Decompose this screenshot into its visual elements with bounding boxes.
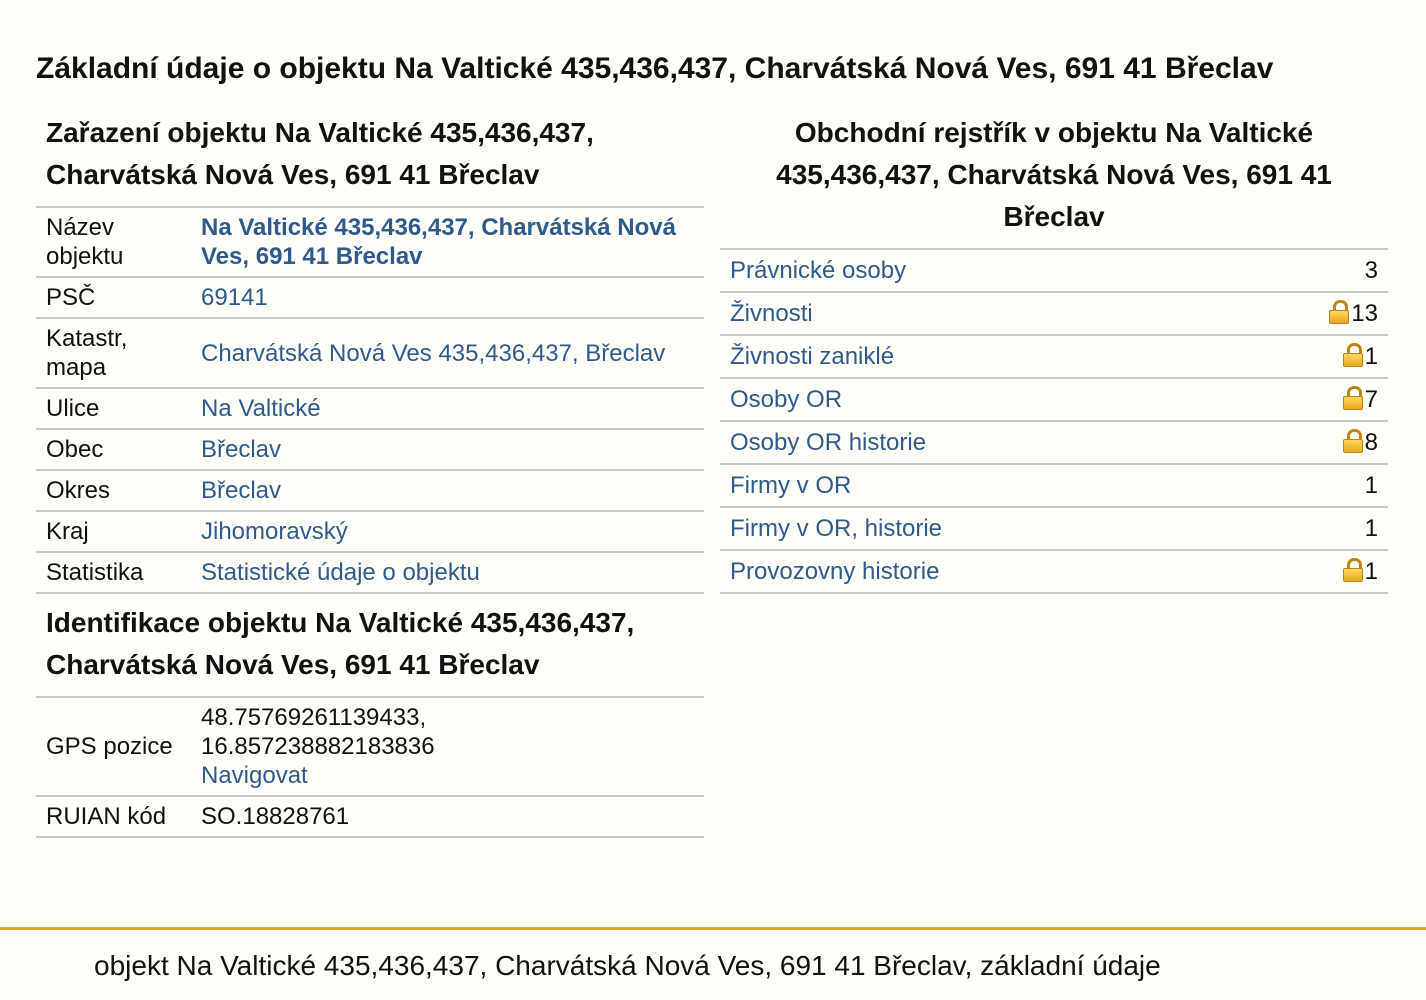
gps-label: GPS pozice [36,697,191,796]
registry-row [720,507,1388,550]
statistics-link[interactable]: Statistické údaje o objektu [201,559,480,586]
registry-count: 1 [1364,514,1378,542]
registry-count: 13 [1351,299,1378,327]
registry-link[interactable]: Právnické osoby [730,256,907,284]
registry-row [720,550,1388,593]
lock-icon[interactable] [1329,300,1349,324]
classification-table [36,206,704,594]
table-row [36,796,704,837]
registry-link[interactable]: Firmy v OR [730,471,852,499]
page-title: Základní údaje o objektu Na Valtické 435,436,437, Charvátská Nová Ves, 691 41 Břeclav [36,52,1274,85]
table-row [36,697,704,796]
gps-latitude: 48.75769261139433, [201,704,427,731]
registry-count: 7 [1364,385,1378,413]
registry-row [720,421,1388,464]
registry-link[interactable]: Osoby OR historie [730,428,927,456]
classification-title: Zařazení objektu Na Valtické 435,436,437, Charvátská Nová Ves, 691 41 Břeclav [46,117,594,190]
registry-title: Obchodní rejstřík v objektu Na Valtické 435,436,437, Charvátská Nová Ves, 691 41 Břeclav [776,117,1332,232]
registry-count: 1 [1364,557,1378,585]
table-row [36,470,704,511]
lock-icon[interactable] [1343,558,1363,582]
kraj-link[interactable]: Jihomoravský [201,518,348,545]
ulice-link[interactable]: Na Valtické [201,395,321,422]
gps-longitude: 16.857238882183836 [201,733,435,760]
lock-icon[interactable] [1343,429,1363,453]
row-label-ulice: Ulice [36,388,191,429]
registry-link[interactable]: Živnosti [730,299,813,327]
row-label-okres: Okres [36,470,191,511]
registry-count: 1 [1364,342,1378,370]
table-row [36,429,704,470]
registry-row [720,464,1388,507]
table-row [36,207,704,277]
registry-count: 3 [1364,256,1378,284]
ruian-value: SO.18828761 [191,796,704,837]
registry-row [720,249,1388,292]
row-label-katastr: Katastr, mapa [36,318,191,388]
table-row [36,552,704,593]
identification-title: Identifikace objektu Na Valtické 435,436,437, Charvátská Nová Ves, 691 41 Břeclav [46,607,635,680]
registry-link[interactable]: Provozovny historie [730,557,940,585]
psc-link[interactable]: 69141 [201,284,268,311]
footer-text: objekt Na Valtické 435,436,437, Charvátská Nová Ves, 691 41 Břeclav, základní údaje [94,950,1161,981]
table-row [36,511,704,552]
footer-divider [0,927,1426,930]
object-name-link[interactable]: Na Valtické 435,436,437, Charvátská Nová Ves, 691 41 Břeclav [201,214,676,270]
navigate-link[interactable]: Navigovat [201,762,308,789]
lock-icon[interactable] [1343,386,1363,410]
table-row [36,388,704,429]
registry-table [720,248,1388,594]
registry-row [720,378,1388,421]
katastr-link[interactable]: Charvátská Nová Ves 435,436,437, Břeclav [201,339,666,367]
registry-link[interactable]: Osoby OR [730,385,843,413]
registry-link[interactable]: Živnosti zaniklé [730,342,895,370]
registry-link[interactable]: Firmy v OR, historie [730,514,943,542]
row-label-obec: Obec [36,429,191,470]
row-label-nazev: Název objektu [36,207,191,277]
registry-count: 8 [1364,428,1378,456]
left-column [36,112,704,838]
right-column [720,112,1388,594]
registry-row [720,335,1388,378]
table-row [36,318,704,388]
identification-table [36,696,704,838]
registry-row [720,292,1388,335]
row-label-statistika: Statistika [36,552,191,593]
row-label-psc: PSČ [36,277,191,318]
okres-link[interactable]: Břeclav [201,477,282,504]
obec-link[interactable]: Břeclav [201,436,282,463]
row-label-kraj: Kraj [36,511,191,552]
table-row [36,277,704,318]
registry-count: 1 [1364,471,1378,499]
ruian-label: RUIAN kód [36,796,191,837]
lock-icon[interactable] [1343,343,1363,367]
